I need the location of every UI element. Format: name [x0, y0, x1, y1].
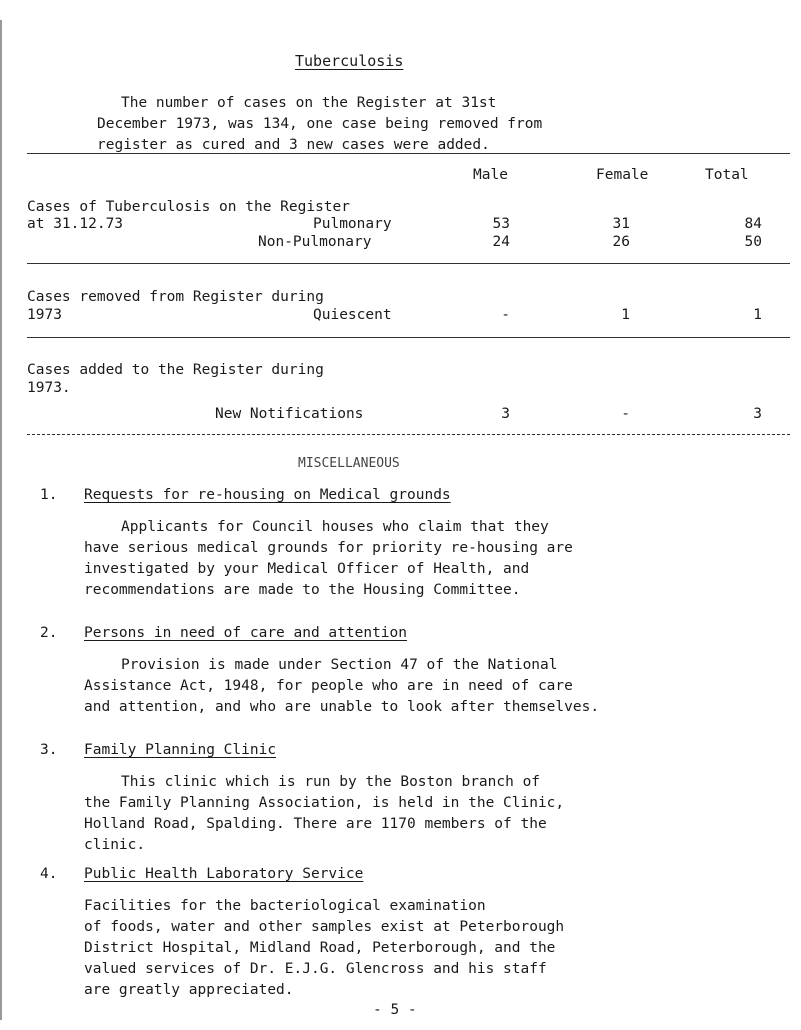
- item-heading: Persons in need of care and attention: [84, 625, 408, 641]
- table-rule-bottom: [27, 434, 790, 435]
- item-line: and attention, and who are unable to look after themselves.: [84, 699, 600, 715]
- item-heading: Requests for re-housing on Medical grounds: [84, 487, 451, 503]
- item-line: clinic.: [84, 837, 146, 853]
- item-line: Applicants for Council houses who claim that they: [121, 519, 549, 535]
- item-line: Holland Road, Spalding. There are 1170 members of the: [84, 816, 547, 832]
- item-line: District Hospital, Midland Road, Peterborough, and the: [84, 940, 556, 956]
- header-male: Male: [473, 167, 508, 183]
- cell-male: -: [501, 307, 510, 323]
- row-label: Pulmonary: [313, 216, 392, 232]
- intro-line: The number of cases on the Register at 31st: [121, 95, 497, 111]
- item-line: the Family Planning Association, is held in the Clinic,: [84, 795, 565, 811]
- intro-line: register as cured and 3 new cases were added.: [97, 137, 490, 153]
- cell-female: 26: [612, 234, 630, 250]
- item-body: [84, 517, 573, 601]
- page-title: Tuberculosis: [295, 52, 404, 70]
- scan-edge: [0, 20, 2, 1020]
- cell-male: 3: [501, 406, 510, 422]
- page-number: - 5 -: [373, 1002, 417, 1018]
- section1-label: Cases of Tuberculosis on the Register: [27, 199, 351, 215]
- table-rule: [27, 337, 790, 338]
- item-heading: Family Planning Clinic: [84, 742, 277, 758]
- item-line: Assistance Act, 1948, for people who are in need of care: [84, 678, 573, 694]
- item-line: investigated by your Medical Officer of Health, and: [84, 561, 530, 577]
- item-body: [84, 772, 564, 856]
- item-line: are greatly appreciated.: [84, 982, 294, 998]
- cell-male: 24: [492, 234, 510, 250]
- item-line: Facilities for the bacteriological examination: [84, 898, 486, 914]
- item-line: This clinic which is run by the Boston branch of: [121, 774, 541, 790]
- section3-label: Cases added to the Register during: [27, 362, 324, 378]
- header-total: Total: [705, 167, 749, 183]
- row-label: Quiescent: [313, 307, 392, 323]
- item-number: 4.: [40, 866, 58, 882]
- row-label: New Notifications: [215, 406, 364, 422]
- section3-label-2: 1973.: [27, 380, 71, 396]
- item-number: 1.: [40, 487, 58, 503]
- table-rule-top: [27, 153, 790, 154]
- row-label: Non-Pulmonary: [258, 234, 372, 250]
- item-line: valued services of Dr. E.J.G. Glencross and his staff: [84, 961, 547, 977]
- table-rule: [27, 263, 790, 264]
- item-number: 3.: [40, 742, 58, 758]
- section2-label: Cases removed from Register during: [27, 289, 324, 305]
- cell-total: 84: [744, 216, 762, 232]
- intro-paragraph: [97, 93, 543, 156]
- section2-label-2: 1973: [27, 307, 62, 323]
- section1-label-2: at 31.12.73: [27, 216, 124, 232]
- item-number: 2.: [40, 625, 58, 641]
- cell-female: 1: [621, 307, 630, 323]
- item-heading: Public Health Laboratory Service: [84, 866, 364, 882]
- item-line: recommendations are made to the Housing Committee.: [84, 582, 521, 598]
- item-line: have serious medical grounds for priority re-housing are: [84, 540, 573, 556]
- cell-female: -: [621, 406, 630, 422]
- header-female: Female: [596, 167, 649, 183]
- item-body: [84, 896, 564, 1001]
- cell-female: 31: [612, 216, 630, 232]
- intro-line: December 1973, was 134, one case being removed from: [97, 116, 543, 132]
- item-line: of foods, water and other samples exist at Peterborough: [84, 919, 565, 935]
- misc-heading: MISCELLANEOUS: [298, 456, 400, 471]
- item-line: Provision is made under Section 47 of the National: [121, 657, 558, 673]
- cell-total: 50: [744, 234, 762, 250]
- cell-total: 1: [753, 307, 762, 323]
- cell-total: 3: [753, 406, 762, 422]
- cell-male: 53: [492, 216, 510, 232]
- item-body: [84, 655, 599, 718]
